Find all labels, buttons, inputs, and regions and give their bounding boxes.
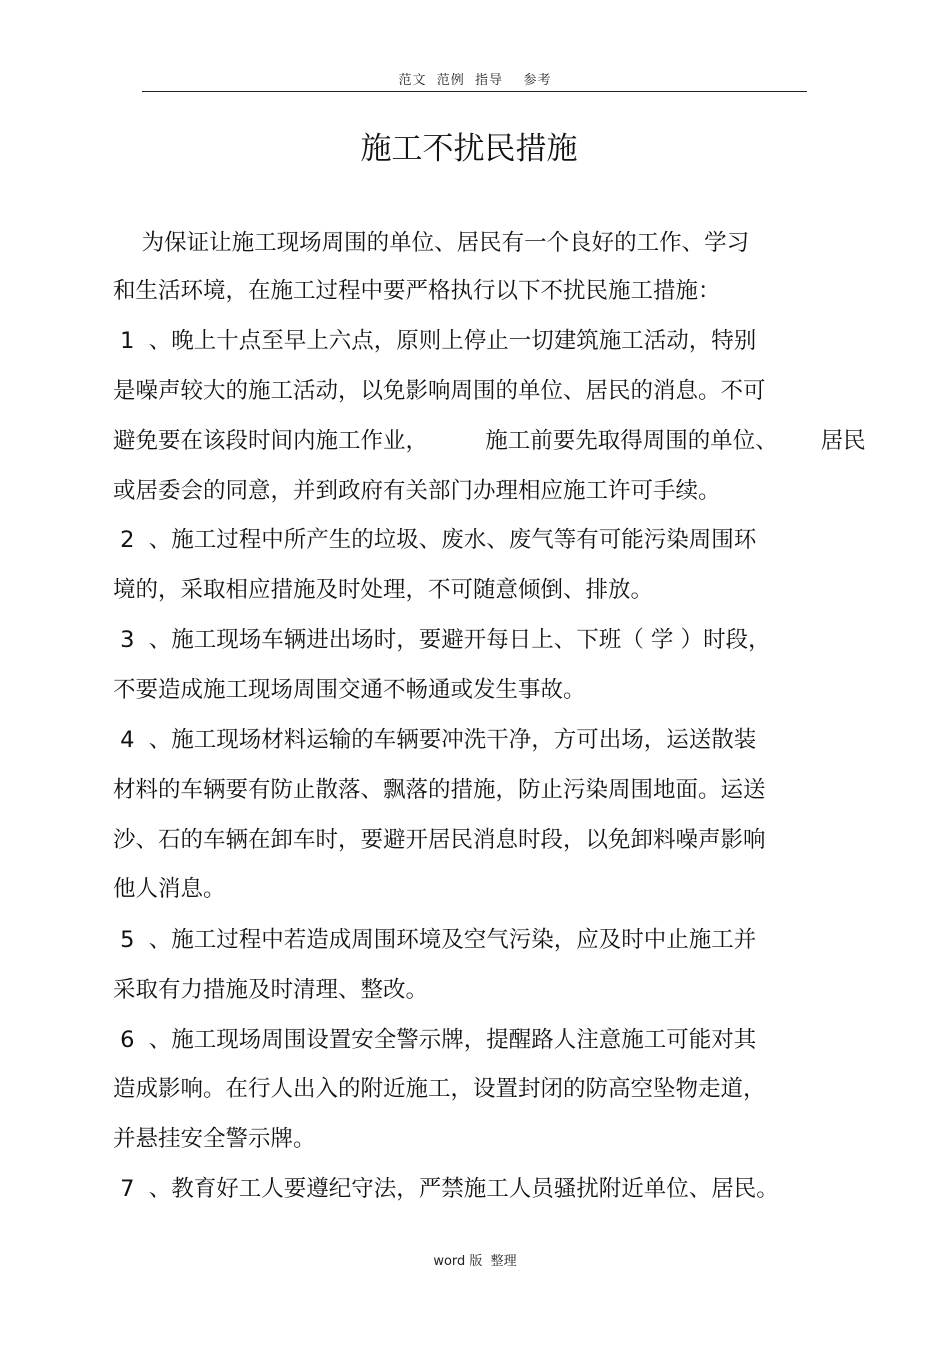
body-line: 3 、施工现场车辆进出场时，要避开每日上、下班（ 学 ）时段， xyxy=(113,627,771,653)
body-line: 造成影响。在行人出入的附近施工，设置封闭的防高空坠物走道， xyxy=(113,1076,766,1102)
body-line: 和生活环境，在施工过程中要严格执行以下不扰民施工措施： xyxy=(113,278,721,304)
header-divider xyxy=(142,91,807,92)
body-line: 材料的车辆要有防止散落、飘落的措施，防止污染周围地面。运送 xyxy=(113,777,766,803)
body-line: 沙、石的车辆在卸车时，要避开居民消息时段，以免卸料噪声影响 xyxy=(113,827,766,853)
body-line: 或居委会的同意，并到政府有关部门办理相应施工许可手续。 xyxy=(113,478,721,504)
body-line: 境的，采取相应措施及时处理，不可随意倾倒、排放。 xyxy=(113,577,654,603)
body-line: 6 、施工现场周围设置安全警示牌，提醒路人注意施工可能对其 xyxy=(113,1027,757,1053)
page-footer: word 版 整理 xyxy=(433,1254,517,1269)
body-line: 不要造成施工现场周围交通不畅通或发生事故。 xyxy=(113,677,586,703)
body-line: 他人消息。 xyxy=(113,876,226,902)
body-line: 为保证让施工现场周围的单位、居民有一个良好的工作、学习 xyxy=(113,230,750,256)
page-header: 范文 范例 指导 参考 xyxy=(398,73,552,88)
body-line: 是噪声较大的施工活动，以免影响周围的单位、居民的消息。不可 xyxy=(113,378,766,404)
body-line: 1 、晚上十点至早上六点，原则上停止一切建筑施工活动，特别 xyxy=(113,328,757,354)
body-line: 2 、施工过程中所产生的垃圾、废水、废气等有可能污染周围环 xyxy=(113,527,757,553)
body-line: 4 、施工现场材料运输的车辆要冲洗干净，方可出场，运送散装 xyxy=(113,727,757,753)
body-line: 避免要在该段时间内施工作业， 施工前要先取得周围的单位、 居民 xyxy=(113,428,866,454)
body-line: 采取有力措施及时清理、整改。 xyxy=(113,977,429,1003)
body-line: 7 、教育好工人要遵纪守法，严禁施工人员骚扰附近单位、居民。 xyxy=(113,1176,779,1202)
document-title: 施工不扰民措施 xyxy=(360,131,578,167)
body-line: 并悬挂安全警示牌。 xyxy=(113,1126,316,1152)
body-line: 5 、施工过程中若造成周围环境及空气污染，应及时中止施工并 xyxy=(113,927,757,953)
